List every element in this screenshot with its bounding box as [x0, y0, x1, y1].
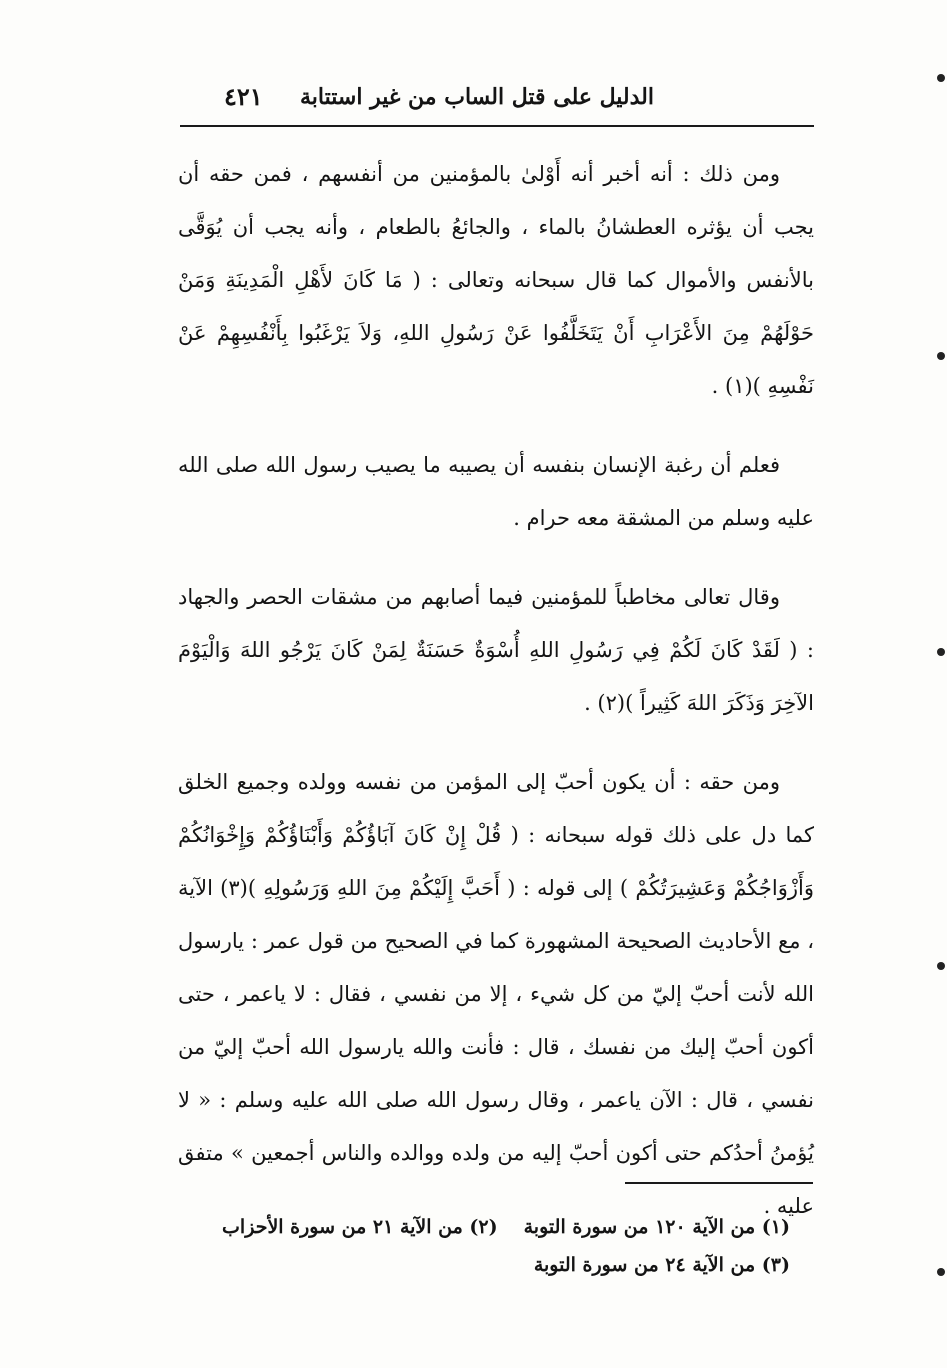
main-text — [178, 148, 814, 1233]
paragraph: وقال تعالى مخاطباً للمؤمنين فيما أصابهم من مشقات الحصر والجهاد : ( لَقَدْ كَانَ لَكُمْ فِي رَسُولِ اللهِ أُسْوَةٌ حَسَنَةٌ لِمَنْ كَانَ يَرْجُو اللهَ وَالْيَوْمَ الآخِرَ وَذَكَرَ اللهَ كَثِيراً )(٢) . — [178, 585, 814, 715]
page-header — [182, 78, 812, 122]
paragraph: ومن ذلك : أنه أخبر أنه أَوْلىٰ بالمؤمنين من أنفسهم ، فمن حقه أن يجب أن يؤثره العطشانُ بالماء ، والجائعُ بالطعام ، وأنه يجب أن يُوَقَّى بالأنفس والأموال كما قال سبحانه وتعالى : ( مَا كَانَ لأَهْلِ الْمَدِينَةِ وَمَنْ حَوْلَهُمْ مِنَ الأَعْرَابِ أَنْ يَتَخَلَّفُوا عَنْ رَسُولِ اللهِ، وَلاَ يَرْغَبُوا بِأَنْفُسِهِمْ عَنْ نَفْسِهِ )(١) . — [178, 162, 814, 398]
footnote-row — [200, 1246, 790, 1284]
scan-dot — [937, 648, 945, 656]
footnotes — [200, 1208, 790, 1284]
scan-dot — [937, 962, 945, 970]
running-title: الدليل على قتل الساب من غير استتابة — [300, 84, 654, 110]
header-rule — [180, 125, 814, 127]
scan-dot — [937, 352, 945, 360]
page-number: ٤٢١ — [224, 82, 263, 111]
scan-dot — [937, 74, 945, 82]
footnote-rule — [625, 1182, 813, 1184]
paragraph: فعلم أن رغبة الإنسان بنفسه أن يصيبه ما يصيب رسول الله صلى الله عليه وسلم من المشقة معه حرام . — [178, 453, 814, 530]
footnote-item: (٣) من الآية ٢٤ من سورة التوبة — [533, 1254, 790, 1276]
paragraph: ومن حقه : أن يكون أحبّ إلى المؤمن من نفسه وولده وجميع الخلق كما دل على ذلك قوله سبحانه : ( قُلْ إِنْ كَانَ آبَاؤُكُمْ وَأَبْنَاؤُكُمْ وَإِخْوَانُكُمْ وَأَزْوَاجُكُمْ وَعَشِيرَتُكُمْ ) إلى قوله : ( أَحَبَّ إِلَيْكُمْ مِنَ اللهِ وَرَسُولِهِ )(٣) الآية ، مع الأحاديث الصحيحة المشهورة كما في الصحيح من قول عمر : يارسول الله لأنت أحبّ إليّ من كل شيء ، إلا من نفسي ، فقال : لا ياعمر ، حتى أكون أحبّ إليك من نفسك ، قال : فأنت والله يارسول الله أحبّ إليّ من نفسي ، قال : الآن ياعمر ، وقال رسول الله صلى الله عليه وسلم : « لا يُؤمنُ أحدُكم حتى أكون أحبّ إليه من ولده ووالده والناس أجمعين » متفق عليه . — [178, 770, 814, 1218]
footnote-row — [200, 1208, 790, 1246]
footnote-item: (٢) من الآية ٢١ من سورة الأحزاب — [222, 1216, 498, 1238]
footnote-item: (١) من الآية ١٢٠ من سورة التوبة — [523, 1216, 790, 1238]
scan-dot — [937, 1268, 945, 1276]
